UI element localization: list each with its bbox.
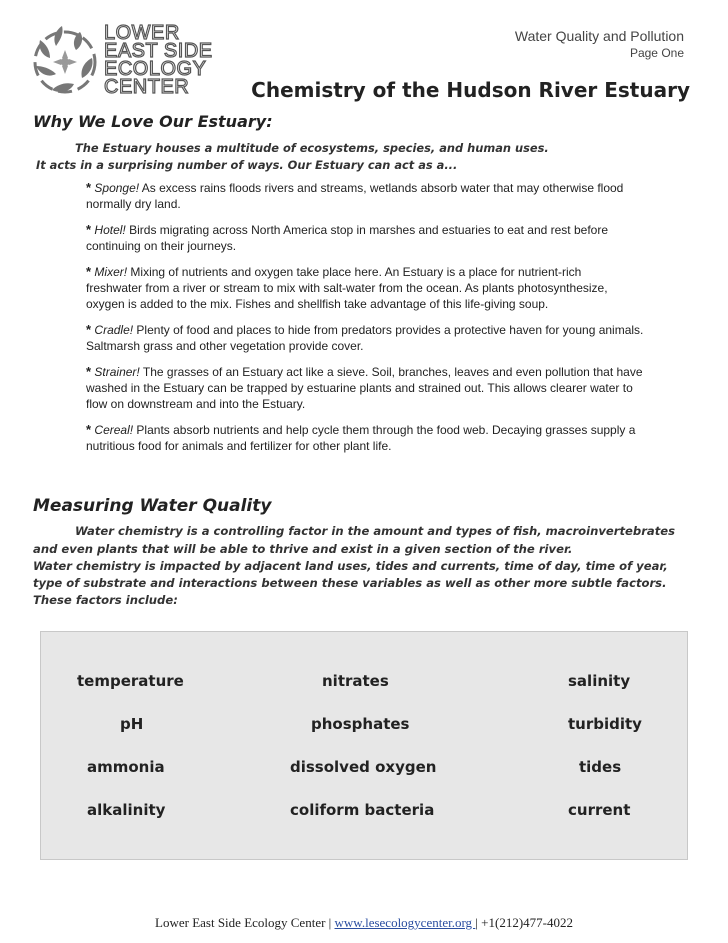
- role-text: As excess rains floods rivers and streams, wetlands absorb water that may otherwise flood: [139, 181, 624, 195]
- factor-salinity: salinity: [568, 672, 631, 690]
- asterisk: *: [86, 322, 92, 337]
- page-title: Chemistry of the Hudson River Estuary: [251, 78, 690, 102]
- role-text: Plants absorb nutrients and help cycle them through the food web. Decaying grasses supply a: [133, 423, 636, 437]
- footer-org: Lower East Side Ecology Center |: [155, 915, 335, 930]
- role-text: freshwater from a river or stream to mix with salt-water from the ocean. As plants photosynthesize,: [86, 281, 608, 295]
- factor-ph: pH: [120, 715, 144, 733]
- role-text: Birds migrating across North America stop in marshes and estuaries to eat and rest before: [125, 223, 608, 237]
- asterisk: *: [86, 422, 92, 437]
- logo-line: CENTER: [104, 76, 190, 98]
- factor-ammonia: ammonia: [87, 758, 165, 776]
- measuring-para-line2: and even plants that will be able to thrive and exist in a given section of the river.: [33, 542, 573, 556]
- role-text: continuing on their journeys.: [86, 239, 237, 253]
- factor-alkalinity: alkalinity: [87, 801, 166, 819]
- list-item: [86, 364, 706, 412]
- page-footer: [0, 915, 728, 931]
- asterisk: *: [86, 180, 92, 195]
- header-right: [515, 28, 684, 60]
- role-text: nutritious food for animals and fertilizer for other plant life.: [86, 439, 392, 453]
- list-item: [86, 222, 706, 254]
- role-text: washed in the Estuary can be trapped by estuarine plants and strained out. This allows clearer water to: [86, 381, 633, 395]
- footer-phone: | +1(212)477-4022: [475, 915, 573, 930]
- role-text: flow on downstream and into the Estuary.: [86, 397, 306, 411]
- factor-turbidity: turbidity: [568, 715, 642, 733]
- website-link[interactable]: www.lesecologycenter.org: [334, 915, 476, 930]
- asterisk: *: [86, 222, 92, 237]
- page-label: Page One: [629, 46, 684, 60]
- factor-current: current: [568, 801, 631, 819]
- logo-line: ECOLOGY: [104, 58, 207, 80]
- role-term: Cereal!: [94, 423, 134, 437]
- measuring-para-line1: Water chemistry is a controlling factor in the amount and types of fish, macroinvertebrates: [75, 524, 676, 538]
- factor-phosphates: phosphates: [311, 715, 410, 733]
- role-term: Hotel!: [94, 223, 126, 237]
- role-text: oxygen is added to the mix. Fishes and shellfish take advantage of this life-giving soup.: [86, 297, 549, 311]
- list-item: [86, 322, 706, 354]
- role-text: normally dry land.: [86, 197, 181, 211]
- list-item: [86, 422, 706, 454]
- factor-nitrates: nitrates: [322, 672, 389, 690]
- role-term: Sponge!: [94, 181, 140, 195]
- asterisk: *: [86, 264, 92, 279]
- role-text: Plenty of food and places to hide from predators provides a protective haven for young animals.: [133, 323, 644, 337]
- list-item: [86, 264, 706, 312]
- factor-dissolved-oxygen: dissolved oxygen: [290, 758, 437, 776]
- role-text: Saltmarsh grass and other vegetation provide cover.: [86, 339, 364, 353]
- factors-box: [40, 631, 688, 860]
- measuring-heading: Measuring Water Quality: [33, 496, 272, 516]
- factor-temperature: temperature: [77, 672, 184, 690]
- role-term: Mixer!: [94, 265, 128, 279]
- estuary-intro-line1: The Estuary houses a multitude of ecosystems, species, and human uses.: [75, 141, 549, 155]
- factor-coliform-bacteria: coliform bacteria: [290, 801, 435, 819]
- estuary-intro-line2: It acts in a surprising number of ways. Our Estuary can act as a...: [36, 158, 458, 172]
- leaf-circle-logo-icon: [30, 22, 100, 100]
- role-text: The grasses of an Estuary act like a sieve. Soil, branches, leaves and even pollution that have: [139, 365, 643, 379]
- factor-tides: tides: [579, 758, 622, 776]
- logo-wordmark: [104, 24, 213, 96]
- measuring-para-line3: Water chemistry is impacted by adjacent land uses, tides and currents, time of day, time of year,: [33, 559, 668, 573]
- role-text: Mixing of nutrients and oxygen take place here. An Estuary is a place for nutrient-rich: [127, 265, 582, 279]
- role-term: Cradle!: [94, 323, 134, 337]
- estuary-roles-list: [86, 180, 706, 464]
- doc-series: Water Quality and Pollution: [514, 28, 684, 44]
- lesec-logo: [30, 22, 213, 100]
- role-term: Strainer!: [94, 365, 140, 379]
- list-item: [86, 180, 706, 212]
- measuring-para-line4: type of substrate and interactions between these variables as well as other more subtle factors.: [33, 576, 667, 590]
- estuary-heading: Why We Love Our Estuary:: [33, 112, 273, 131]
- measuring-para-line5: These factors include:: [33, 593, 178, 607]
- logo-line: EAST SIDE: [104, 40, 213, 62]
- logo-line: LOWER: [104, 22, 180, 44]
- asterisk: *: [86, 364, 92, 379]
